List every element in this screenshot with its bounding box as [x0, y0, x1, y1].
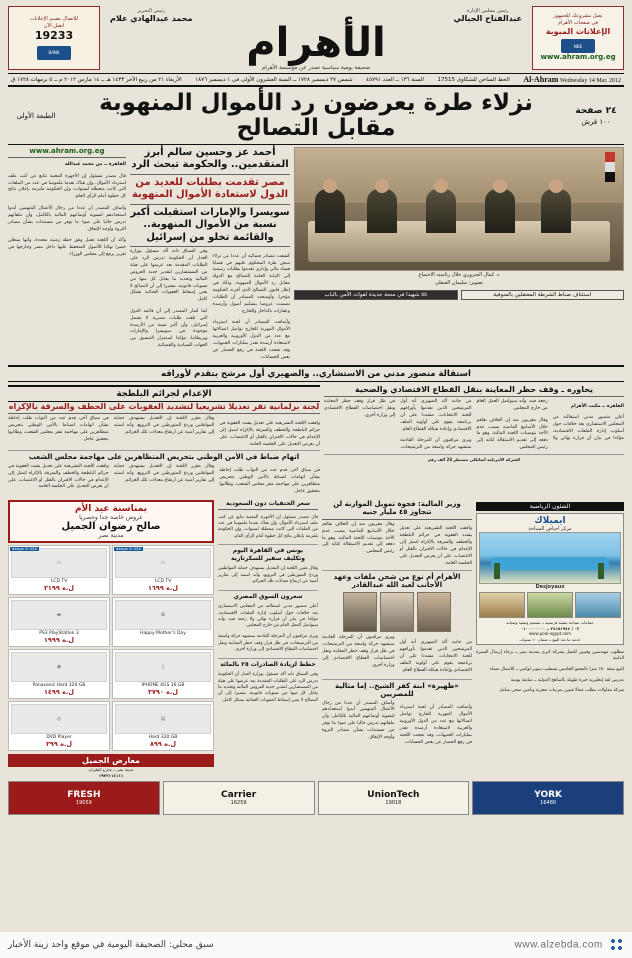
briefs-body-2 — [218, 566, 318, 585]
right-rail-paragraph: قال مصدر مسئول إن الأجهزة المعنية تتابع عن كثب ملف استرداد الأموال، وإن هناك تقدما ملموسا في عدد من الملفات التي كانت متعطلة لسنوات، وإن الحكومة ملتزمة بإعلان نتائج كل خطوة أمام الرأي العام. — [8, 173, 126, 200]
middle-paragraph: في سياق آخر، قدم عدد من النواب طلب إحاطة بشأن اتهامات لضباط بالأمن الوطني بتحريض متظاهرين على مهاجمة مقر مجلس الشعب، وطالبوا بتحقيق عاجل. — [8, 416, 109, 442]
middle-right-body — [8, 416, 320, 448]
product-price: ل.ه ٣٧٩٠ — [147, 687, 179, 696]
lead-paragraph: وفي السياق ذاته أكد مسئول بوزارة العدل أن الحكومة تدرس الرد على الطلبات المقدمة بعد عرضها على هيئة من المستشارين لتقدير جدية العروض المالية وتحديد ما يقابل كل منها من تسويات قانونية، مشيرا إلى أن التصالح لا يعني إسقاط العقوبات الجنائية بشكل كامل. — [130, 249, 208, 303]
product-name: DVD Player — [46, 734, 72, 740]
resort-thumb[interactable] — [527, 592, 573, 618]
palm-icon — [598, 563, 604, 579]
product-price: ل.ه ٢١٩٩ — [43, 583, 75, 592]
right-rail-paragraph: وأكد أن اللجنة تعمل وفق خطة زمنية محددة، وأنها ستعلن حصرا نهائيا للأصول المتحفظ عليها داخل مصر وخارجها في تقرير يرفع إلى مجلس الوزراء. — [8, 237, 126, 257]
briefs-headline-1: سعر الحنفيات دون السعودية — [226, 499, 310, 507]
resort-ad-thumbs — [479, 592, 621, 618]
mothers-day-ad[interactable] — [8, 500, 214, 543]
masthead-ad-right-line2: اتصل الآن — [43, 22, 65, 29]
brand-latin: Al-Ahram — [523, 75, 559, 84]
bottom-headline-2: الأهرام أم نوع من شحن ملفات وعهد الأجانب لعبد الله عبدالقادر — [333, 572, 461, 590]
resort-ad-web[interactable]: www.pool-egypt.com — [529, 631, 571, 637]
date-bar-founding: شمس ٢٧ ديسمبر ١٧٢٨ ــ السنة العشرون الأولى في ١ ديسمبر ١٨٧٦ — [195, 76, 353, 83]
watermark-url — [515, 938, 624, 952]
product-card[interactable] — [8, 545, 110, 595]
bottom-paragraph: ويرى مراقبون أن المرحلة القادمة ستشهد حركة واسعة من الترشيحات، في ظل قرار وقف حظر المعاينة ونقل اختصاصات القطاع الاقتصادي إلى وزارة أخرى. — [322, 635, 395, 668]
date-english: Wednesday 14 Mar. 2012 — [559, 78, 621, 84]
masthead-ad-left-line2: في صفحات الأهرام — [557, 19, 599, 26]
bottom-paragraph: وأضافت المصادر أن لجنة استرداد الأموال المهربة للخارج تواصل اتصالاتها مع عدد من الدول الأوروبية والعربية لاستعادة أرصدة تقدر بمليارات الجنيهات، وقد نجحت اللجنة في رفع الحصار عن بعض الحسابات. — [399, 705, 472, 745]
briefs-body-4 — [218, 672, 318, 704]
divider — [322, 519, 472, 520]
strip-item[interactable]: ٥٥ شهيدا في منحة جديدة لقوات الأمن بالباب — [294, 290, 458, 300]
middle-paragraph: ويرى مراقبون أن المرحلة القادمة ستشهد حركة واسعة من الترشيحات، في ظل قرار وقف حظر المعاينة ونقل اختصاصات القطاع الاقتصادي إلى وزارة أخرى. — [324, 399, 472, 451]
product-tag: design in USA — [12, 546, 37, 551]
dvd-icon: ◎ — [11, 704, 107, 734]
page-title: نزلاء طرة يعرضون رد الأموال المنهوبة مقابل التصالح — [99, 90, 533, 142]
band-subhead-1: يحاوره ـ وقف حظر المعاينة بنقل القطاع الاقتصادي والصحية — [354, 384, 594, 394]
brief-paragraph: ويرى مراقبون أن المرحلة القادمة ستشهد حركة واسعة من الترشيحات، في ظل قرار وقف حظر المعاينة ونقل اختصاصات القطاع الاقتصادي إلى وزارة أخرى. — [218, 634, 318, 652]
resort-ad-phone: ٠٢ / ٢٤١٥١٩٤٤ ــ ٠١٠٠٠٠٠٠٠٠ — [520, 625, 580, 631]
byline: القاهرة ــ مكتب الأهرام — [570, 403, 624, 409]
bottom-paragraph: وقال مقربون منه إن الخلاف تفاقم خلال الأسابيع الماضية بسبب عدم الأخذ بتوصيات اللجنة المالية، وهو ما دفعه إلى تقديم الاستقالة كتابة إلى رئيس المجلس. — [322, 521, 395, 555]
briefs-headline-4: سعرون السوق المصري — [233, 592, 303, 600]
hdd-icon: ▤ — [115, 704, 211, 734]
middle-paragraph: وقال مقرر اللجنة إن التعديل يستهدف حماية المواطنين وردع المتورطين في الترويع، وأنه استند إلى تقارير أمنية عن ارتفاع معدلات تلك الجرائم. — [113, 416, 215, 436]
product-name: LCD TV — [50, 578, 68, 584]
portrait-photo — [417, 592, 451, 632]
footer-ad-fresh[interactable] — [8, 781, 160, 815]
masthead-ad-left[interactable] — [532, 6, 624, 70]
lead-subhead-3: سويسرا والإمارات استقبلت أكبر نسبة من الأموال المنهوبة.. والقائمة تخلو من إسرائيل — [130, 206, 290, 243]
product-card[interactable] — [8, 701, 110, 751]
resort-ad-footer: خدمة ما بعد البيع ــ ضمان ١٠ سنوات — [519, 636, 581, 642]
masthead-ad-left-line1: يصل مشروعك للجمهور — [553, 13, 603, 20]
band-headline-1: استقالة منصور مدني من الاستشاري.. والصهيري أول مرشح يتقدم لأوراقه — [8, 365, 624, 382]
classified-section-head: الشئون الرياضية — [476, 502, 624, 511]
store-footer-title: معارض الجميل — [8, 754, 214, 767]
board-chairman-role: رئيس مجلس الإدارة — [466, 7, 509, 14]
page-count: ٢٤ صفحة — [575, 105, 617, 116]
masthead-ad-right[interactable] — [8, 6, 100, 70]
bottom-story-body-1 — [322, 522, 472, 568]
product-price: ل.ه ٢٩٩ — [45, 739, 73, 748]
divider — [130, 246, 290, 247]
band-headline-3: اتهام ضباط في الأمن الوطني بتحريض المتظاهرين على مهاجمة مجلس الشعب — [28, 453, 300, 462]
edition-box — [8, 112, 64, 121]
price-label: ١٠٠ قرش — [581, 117, 611, 126]
egypt-flag-icon — [605, 152, 615, 182]
resort-thumb[interactable] — [479, 592, 525, 618]
briefs-headline-3: وتكليف سفير للسكرتارية — [231, 554, 305, 562]
band-headline-2: الإعدام لجرائم البلطجة — [8, 385, 320, 402]
brief-paragraph: أعلن منصور مدني استقالته من المجلس الاستشاري بعد خلافات حول أسلوب إدارة الملفات الاقتصادية، مؤكدا في بيان أن قراره نهائي ولا رجعة فيه، وأنه سيواصل العمل العام من خارج المجلس. — [218, 604, 318, 629]
watermark-url-text: www.alzebda.com — [514, 939, 603, 951]
photo-head — [549, 179, 563, 193]
footer-ad-bar — [8, 781, 624, 815]
briefs-headline-2: يونس في القاهرة اليوم — [232, 547, 304, 555]
band-subhead-2: لجنة برلمانية تقر تعديلا تشريعيا لتشديد العقوبات على الخطف والسرقة بالإكراه — [8, 401, 320, 411]
masthead-ad-left-line3: الإعلانات المبوبة — [545, 26, 611, 36]
portrait-row — [322, 592, 472, 632]
date-bar — [8, 73, 624, 87]
mothers-day-line4: مدينة نصر — [98, 531, 124, 539]
footer-ad-brand: YORK — [534, 790, 563, 801]
footer-note: سبق محلي: الصحيفة اليومية في موقع واحد زينة الأخبار — [8, 940, 214, 950]
middle-paragraph: وافقت اللجنة التشريعية على تعديل يشدد العقوبة في جرائم البلطجة والخطف والسرقة بالإكراه لتصل إلى الإعدام في حالات الاقتران بالقتل أو الاغتصاب، على أن يعرض التعديل على الجلسة العامة. — [8, 463, 109, 490]
footer-ad-brand: Carrier — [221, 790, 257, 801]
divider — [130, 174, 290, 175]
bottom-column-stories — [322, 500, 472, 778]
footer-ad-number: 19059 — [75, 800, 92, 807]
product-name: PS3 PlayStation 3 — [39, 630, 79, 636]
product-price: ل.ه ١٤٩٩ — [43, 687, 75, 696]
national-bank-logo-icon: NBE — [561, 39, 595, 53]
lead-paragraph: كشفت مصادر قضائية أن عددا من نزلاء سجن طرة المحكوم عليهم في قضايا فساد مالي وإداري تقدموا بطلبات رسمية إلى النيابة العامة للتصالح مع الدولة مقابل رد الأموال المنهوبة، وذلك في إطار قانون التصالح الذي أقرته الحكومة مؤخرا. وأوضحت المصادر أن الطلبات تضمنت عروضا بتسليم أصول وأرصدة وعقارات بالداخل والخارج. — [212, 253, 290, 314]
brief-paragraph: وفي السياق ذاته أكد مسئول بوزارة العدل أن الحكومة تدرس الرد على الطلبات المقدمة بعد عرضها على هيئة من المستشارين لتقدير جدية العروض المالية وتحديد ما يقابل كل منها من تسويات قانونية، مشيرا إلى أن التصالح لا يعني إسقاط العقوبات الجنائية بشكل كامل. — [218, 672, 318, 703]
divider — [218, 658, 318, 659]
divider — [324, 454, 624, 455]
divider — [218, 509, 318, 510]
lead-paragraph: وأضافت المصادر أن لجنة استرداد الأموال المهربة للخارج تواصل اتصالاتها مع عدد من الدول الأوروبية والعربية لاستعادة أرصدة تقدر بمليارات الجنيهات، وقد نجحت اللجنة في رفع الحصار عن بعض الحسابات. — [212, 320, 290, 360]
gift-icon: ✿ — [115, 600, 211, 630]
photo-head — [434, 179, 448, 193]
pool-shape — [491, 557, 609, 570]
portrait-photo — [343, 592, 377, 632]
middle-paragraph: وافقت اللجنة التشريعية على تعديل يشدد العقوبة في جرائم البلطجة والخطف والسرقة بالإكراه لتصل إلى الإعدام في حالات الاقتران بالقتل أو الاغتصاب، على أن يعرض التعديل على الجلسة العامة. — [219, 420, 320, 447]
brief-paragraph: قال مصدر مسئول إن الأجهزة المعنية تتابع عن كثب ملف استرداد الأموال، وإن هناك تقدما ملموسا في عدد من الملفات التي كانت متعطلة لسنوات، وإن الحكومة ملتزمة بإعلان نتائج كل خطوة أمام الرأي العام. — [218, 514, 318, 539]
photo-head — [375, 179, 389, 193]
product-name: LCD TV — [154, 578, 172, 584]
tv-icon: ▭ — [115, 548, 211, 578]
middle-section — [8, 385, 624, 496]
main-headline-row — [8, 91, 624, 142]
lead-paragraph: كما أشار المصدر إلى أن قائمة الدول التي تلقت طلبات مصرية لا تشمل إسرائيل، وأن أكبر نسبة من الأرصدة موجودة في سويسرا والإمارات وبريطانيا، مؤكدا استمرار التنسيق بين الجهات السيادية والقضائية. — [130, 308, 208, 349]
product-name: Happy Mother's Day — [140, 630, 186, 636]
product-grid — [8, 545, 214, 751]
dvd-icon: ◉ — [11, 652, 107, 682]
middle-paragraph: في سياق آخر، قدم عدد من النواب طلب إحاطة بشأن اتهامات لضباط بالأمن الوطني بتحريض متظاهرين على مهاجمة مقر مجلس الشعب، وطالبوا بتحقيق عاجل. — [219, 468, 320, 495]
bottom-paragraph: وافقت اللجنة التشريعية على تعديل يشدد العقوبة في جرائم البلطجة والخطف والسرقة بالإكراه لتصل إلى الإعدام في حالات الاقتران بالقتل أو الاغتصاب، على أن يعرض التعديل على الجلسة العامة. — [399, 526, 472, 566]
date-bar-hijri: الأربعاء ٢١ من ربيع الآخر ١٤٣٣ هـ ــ ١٤ مارس ٢٠١٢ م ــ ٥ برمهات ١٧٢٨ ق — [11, 76, 182, 83]
mothers-day-line1: بمناسبة عيد الأم — [74, 503, 148, 514]
bottom-story-body-2 — [322, 635, 472, 676]
bottom-column-product-ad — [8, 500, 214, 778]
photo-figure — [485, 189, 515, 233]
footer-ad-york[interactable] — [472, 781, 624, 815]
bottom-section — [8, 500, 624, 778]
divider — [8, 413, 320, 414]
photo-caption: د. كمال الجنزوري خلال رئاسته الاجتماع — [418, 271, 500, 278]
divider — [322, 570, 472, 571]
newspaper-title: الأهرام — [246, 19, 386, 66]
classified-item: شركة مقاولات تطلب عمالا فنيين بمرتبات مجزية وتأمين صحي شامل — [499, 688, 624, 694]
briefs-body-3 — [218, 604, 318, 653]
middle-paragraph: وقال مقرر اللجنة إن التعديل يستهدف حماية المواطنين وردع المتورطين في الترويع، وأنه استند إلى تقارير أمنية عن ارتفاع معدلات تلك الجرائم. — [113, 463, 215, 483]
footer-ad-carrier[interactable] — [163, 781, 315, 815]
palm-icon — [494, 563, 500, 579]
masthead-website[interactable]: www.ahram.org.eg — [540, 53, 616, 62]
middle-paragraph: أعلن منصور مدني استقالته من المجلس الاستشاري بعد خلافات حول أسلوب إدارة الملفات الاقتصادية، مؤكدا في بيان أن قراره نهائي ولا رجعة فيه، وأنه سيواصل العمل العام من خارج المجلس. — [476, 399, 624, 441]
edition-label: الطبعة الأولى — [16, 111, 56, 120]
date-bar-issue: السنة ١٣٦ ــ العدد ٤٥٧٩١ — [366, 76, 424, 83]
mothers-day-line2: عروض خاصة جدا وحصريا — [79, 513, 143, 521]
product-name: Hard 320 GB — [148, 734, 178, 740]
product-price: ل.ه ٨٩٩ — [149, 739, 177, 748]
tv-icon: ▭ — [11, 548, 107, 578]
board-chairman-name: عبدالفتاح الجبالي — [453, 13, 522, 23]
divider — [218, 590, 318, 591]
masthead-ad-right-line1: للاتصال بقسم الإعلانات — [29, 15, 79, 22]
strip-item[interactable]: استئناف ضباط الشرطة المعتقلين بالمنوفية — [461, 290, 625, 300]
footer-ad-uniontech[interactable] — [318, 781, 470, 815]
bottom-headline-3: «ظهيرة» ابنة كفر الشيخ.. إما مثالية للمصريين — [335, 681, 459, 699]
photo-wall — [295, 148, 623, 203]
resort-ad-sub: مركز أحياض السباحة — [528, 525, 572, 532]
classified-list — [476, 650, 624, 695]
date-bar-hotline: الخط الساخن للشكاوى 17515 — [437, 76, 510, 83]
photo-figure — [426, 189, 456, 233]
middle-paragraph: وقال مقربون منه إن الخلاف تفاقم خلال الأسابيع الماضية بسبب عدم الأخذ بتوصيات اللجنة المالية، وهو ما دفعه إلى تقديم الاستقالة كتابة إلى رئيس المجلس. — [476, 417, 548, 451]
divider — [8, 450, 320, 451]
middle-right — [8, 385, 320, 496]
resort-ad-title: ايميلاك — [534, 515, 566, 526]
classified-item: مدرس لغة إنجليزية خبرة طويلة بالمناهج الدولية ــ متابعة يومية — [510, 677, 624, 683]
resort-ad-note: حمامات سباحة بتقنية فرنسية ــ تصميم وتنفيذ وصيانة — [506, 619, 594, 625]
footer-ad-number: 19018 — [385, 800, 402, 807]
lead-subhead-2: مصر تقدمت بطلبات للعديد من الدول لاستعادة الأموال المنهوبة — [131, 176, 289, 201]
product-name: IPHONE 4GS 16 GB — [141, 682, 185, 688]
dots-logo-icon — [610, 938, 624, 952]
lead-photo-column — [294, 147, 624, 362]
date-bar-english — [523, 75, 621, 84]
divider — [130, 204, 290, 205]
bottom-paragraph: من جانبه أكد الصهيري أنه أول المرشحين الذين تقدموا بأوراقهم للجنة الانتخابات، مشددا على أن برنامجه يقوم على أولوية الملف الاقتصادي وإعادة هيكلة القطاع العام. — [399, 640, 472, 673]
right-rail-paragraph: وأضاف المصدر أن عددا من رجال الأعمال المتهمين أبدوا استعدادهم لتسوية أوضاعهم المالية بالكامل، وأن ملفاتهم تدرس حاليا على ضوء ما توفر من مستندات بشأن مصادر الثروة وأوجه الإنفاق. — [8, 205, 126, 232]
store-footer-phone: ١٩٢٢١١٤١١١ — [98, 772, 124, 778]
editor-in-chief-role: رئيس التحرير — [137, 7, 166, 14]
middle-left-body — [324, 399, 624, 452]
photo-figure — [315, 189, 345, 233]
console-icon: ▬ — [11, 600, 107, 630]
divider — [324, 396, 624, 397]
middle-left — [324, 385, 624, 496]
masthead-center — [104, 6, 528, 70]
footer-ad-number: 16480 — [540, 800, 557, 807]
right-rail-body — [8, 162, 126, 258]
middle-paragraph: من جانبه أكد الصهيري أنه أول المرشحين الذين تقدموا بأوراقهم للجنة الانتخابات، مشددا على أن برنامجه يقوم على أولوية الملف الاقتصادي وإعادة هيكلة القطاع العام. — [400, 399, 472, 432]
resort-ad-brand: Desjoyaux — [535, 583, 565, 590]
product-card[interactable] — [8, 649, 110, 699]
phone-icon: ▯ — [115, 652, 211, 682]
briefs-headline-5: خطط لزيادة الصادرات ٢٥ بالمائة — [220, 660, 316, 668]
photo-head — [493, 179, 507, 193]
lead-photo — [294, 147, 624, 271]
resort-ad-image — [479, 532, 621, 584]
top-strip — [294, 290, 624, 300]
photo-figure — [541, 189, 571, 233]
price-box — [568, 106, 624, 127]
resort-thumb[interactable] — [575, 592, 621, 618]
product-card[interactable] — [112, 597, 214, 647]
store-footer-address: مدينة نصر ــ شارع الطيران — [88, 766, 134, 772]
photo-figure — [367, 189, 397, 233]
headline-rule — [8, 144, 624, 145]
bottom-column-ads — [476, 500, 624, 778]
lead-subhead-1: أحمد عز وحسين سالم أبرز المتقدمين.. والحكومة تبحث الرد — [131, 146, 289, 171]
bottom-headline-1: وزير المالية: فجوة تمويل الموازنة لن تتجاوز ٤٥ مليار جنيه — [333, 499, 461, 517]
bottom-column-briefs — [218, 500, 318, 778]
right-rail — [8, 147, 126, 362]
footer-ad-number: 16259 — [230, 800, 247, 807]
watermark-bar — [0, 932, 632, 958]
product-tag: design in USA — [116, 546, 141, 551]
photo-head — [323, 179, 337, 193]
top-section — [8, 147, 624, 362]
classified-item: مطلوب مهندسين وفنيين للعمل بشركة كبرى بمدينة نصر ــ برجاء إرسال السيرة الذاتية — [476, 649, 624, 662]
lead-body — [130, 249, 290, 362]
product-price: ل.ه ١٦٩٩ — [147, 583, 179, 592]
byline: القاهرة ــ من محمد عبدالله — [64, 162, 126, 168]
band-headline-4: الشركة الأمريكية أسانكلي مسيطر 24 ألف رقم — [428, 457, 520, 463]
brief-paragraph: وقال مقرر اللجنة إن التعديل يستهدف حماية المواطنين وردع المتورطين في الترويع، وأنه استند إلى تقارير أمنية عن ارتفاع معدلات تلك الجرائم. — [218, 566, 318, 584]
masthead-ad-right-number: 19233 — [34, 29, 74, 43]
website-link[interactable]: www.ahram.org.eg — [29, 146, 105, 155]
product-card[interactable] — [8, 597, 110, 647]
portrait-photo — [380, 592, 414, 632]
product-name: Panasonic Hard 320 GB — [32, 682, 86, 688]
mothers-day-line3: صالح رضوان الجميل — [61, 520, 161, 532]
masthead — [8, 6, 624, 70]
divider — [322, 679, 472, 680]
divider — [8, 157, 126, 158]
bottom-paragraph: وأضاف المصدر أن عددا من رجال الأعمال المتهمين أبدوا استعدادهم لتسوية أوضاعهم المالية بالكامل، وأن ملفاتهم تدرس حاليا على ضوء ما توفر من مستندات بشأن مصادر الثروة وأوجه الإنفاق. — [322, 700, 395, 741]
classified-item: للبيع شقة ١٥٠ مترا بالتجمع الخامس تشطيب سوبر لوكس ــ للاتصال مساء — [489, 666, 624, 672]
briefs-body-1 — [218, 515, 318, 541]
lead-story-column — [130, 147, 290, 362]
newspaper-subtitle: صحيفة يومية سياسية تصدر عن مؤسسة الأهرام — [261, 64, 371, 71]
photo-credit: تصوير: سليمان العنقلي — [435, 279, 483, 286]
product-card[interactable] — [112, 701, 214, 751]
bank-logo-icon: BANK — [37, 46, 71, 60]
footer-ad-brand: UnionTech — [367, 790, 420, 801]
bottom-story-body-3 — [322, 701, 472, 749]
product-card[interactable] — [112, 649, 214, 699]
footer-ad-brand: FRESH — [67, 790, 101, 801]
product-card[interactable] — [112, 545, 214, 595]
middle-right-body-2 — [8, 464, 320, 496]
product-price: ل.ه ١٩٩٩ — [43, 635, 75, 644]
divider — [218, 544, 318, 545]
resort-ad[interactable] — [476, 513, 624, 645]
editor-in-chief-name: محمد عبدالهادي علام — [110, 13, 193, 23]
